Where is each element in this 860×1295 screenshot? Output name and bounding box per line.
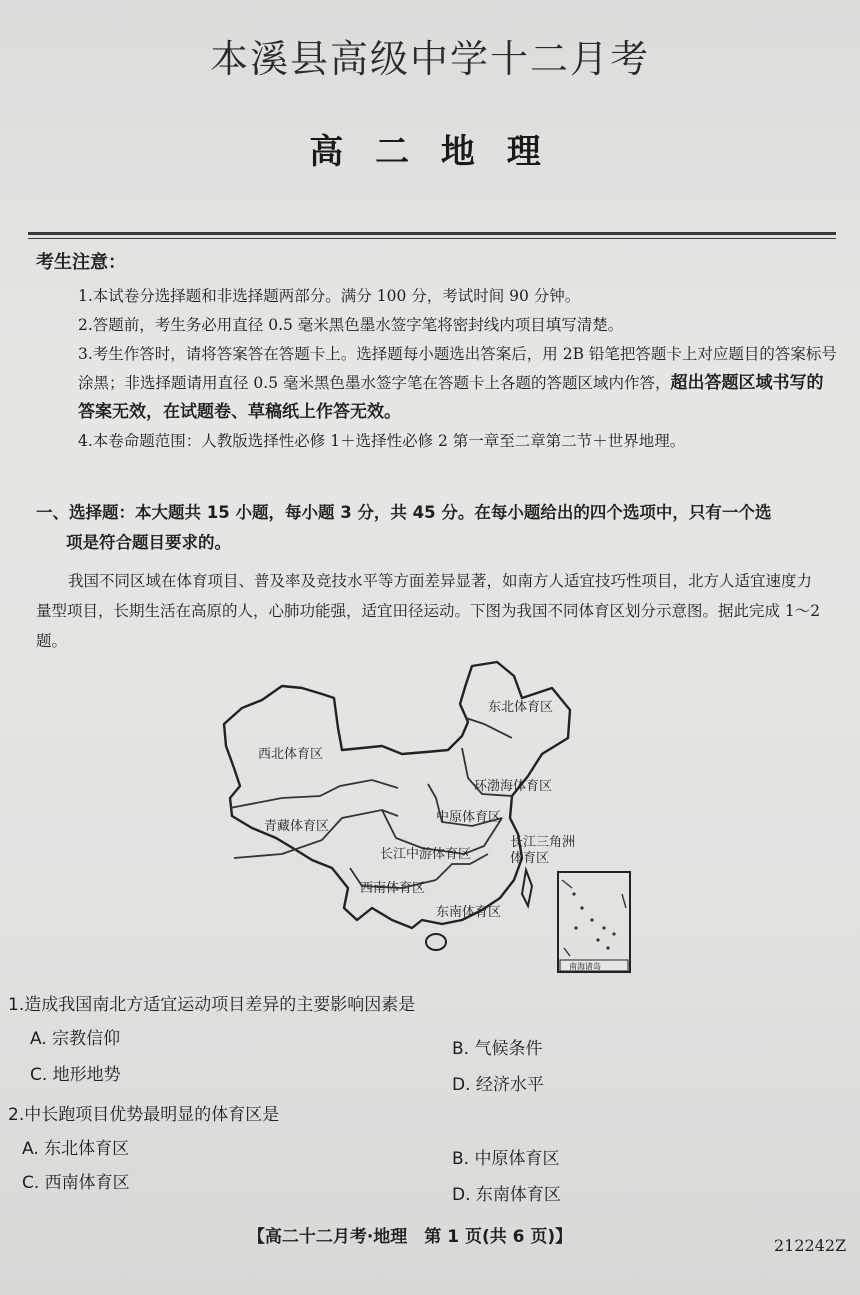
inset-label: 南海诸岛 xyxy=(569,962,601,971)
paper-code: 212242Z xyxy=(774,1236,847,1255)
page-footer: 【高二十二月考·地理 第 1 页(共 6 页)】 xyxy=(247,1227,573,1247)
question-2-option-d: D. 东南体育区 xyxy=(452,1185,561,1205)
section-heading-line2: 项是符合题目要求的。 xyxy=(66,533,231,552)
notice-list xyxy=(78,282,838,456)
exam-title: 本溪县高级中学十二月考 xyxy=(209,37,650,81)
question-2-stem: 2.中长跑项目优势最明显的体育区是 xyxy=(8,1105,280,1125)
question-2-option-c: C. 西南体育区 xyxy=(22,1173,130,1193)
question-1-option-c: C. 地形地势 xyxy=(30,1065,121,1085)
label-middle-yangtze: 长江中游体育区 xyxy=(380,847,472,862)
label-southwest: 西南体育区 xyxy=(360,881,426,896)
boundary-northeast xyxy=(466,718,512,738)
label-central-plain: 中原体育区 xyxy=(436,810,502,825)
question-1-option-d: D. 经济水平 xyxy=(452,1075,544,1095)
notice-item-2: 2.答题前，考生务必用直径 0.5 毫米黑色墨水签字笔将密封线内项目填写清楚。 xyxy=(78,316,624,334)
question-passage xyxy=(36,566,826,656)
boundary-northwest xyxy=(230,780,398,808)
hainan-island xyxy=(426,934,446,950)
south-china-sea-inset xyxy=(558,872,630,972)
label-northwest: 西北体育区 xyxy=(258,747,324,762)
label-yangtze-delta-suffix: 体育区 xyxy=(510,851,550,866)
notice-item-3-text: 3.考生作答时，请将答案答在答题卡上。选择题每小题选出答案后，用 2B 铅笔把答题卡上对应题目的答案标号涂黑；非选择题请用直径 0.5 毫米黑色墨水签字笔在答题卡上各题的答题区域内作答， xyxy=(78,345,837,392)
sports-region-map xyxy=(222,658,642,982)
question-2-option-b: B. 中原体育区 xyxy=(452,1149,560,1169)
question-1-stem: 1.造成我国南北方适宜运动项目差异的主要影响因素是 xyxy=(8,995,416,1015)
notice-item-4: 4.本卷命题范围：人教版选择性必修 1＋选择性必修 2 第一章至二章第二节＋世界地理。 xyxy=(78,432,686,450)
header-divider-thin xyxy=(28,238,836,239)
notice-item-3 xyxy=(78,340,838,427)
label-bohai: 环渤海体育区 xyxy=(474,779,553,794)
subject-title: 高 二 地 理 xyxy=(309,132,551,172)
question-2-option-a: A. 东北体育区 xyxy=(22,1139,130,1159)
label-qinghai-tibet: 青藏体育区 xyxy=(264,819,330,834)
section-heading-line1: 一、选择题：本大题共 15 小题，每小题 3 分，共 45 分。在每小题给出的四个选项中，只有一个选 xyxy=(36,503,772,522)
label-yangtze-delta: 长江三角洲 xyxy=(510,835,576,850)
china-map-figure xyxy=(222,658,642,978)
label-northeast: 东北体育区 xyxy=(488,700,554,715)
section-heading xyxy=(36,498,836,558)
question-1-option-b: B. 气候条件 xyxy=(452,1039,543,1059)
label-southeast: 东南体育区 xyxy=(436,905,502,920)
taiwan-island xyxy=(522,870,532,906)
header-divider xyxy=(28,232,836,235)
question-1-option-a: A. 宗教信仰 xyxy=(30,1029,121,1049)
passage-text: 我国不同区域在体育项目、普及率及竞技水平等方面差异显著，如南方人适宜技巧性项目，北方人适宜速度力量型项目，长期生活在高原的人，心肺功能强，适宜田径运动。下图为我国不同体育区划分示意图。据此完成 1～2 题。 xyxy=(36,572,821,650)
notice-item-3-emphasis: 超出答题区域书写的答案无效，在试题卷、草稿纸上作答无效。 xyxy=(78,373,824,422)
boundary-tibet xyxy=(234,810,398,858)
notice-heading: 考生注意： xyxy=(36,252,126,273)
notice-item-1: 1.本试卷分选择题和非选择题两部分。满分 100 分，考试时间 90 分钟。 xyxy=(78,287,581,305)
